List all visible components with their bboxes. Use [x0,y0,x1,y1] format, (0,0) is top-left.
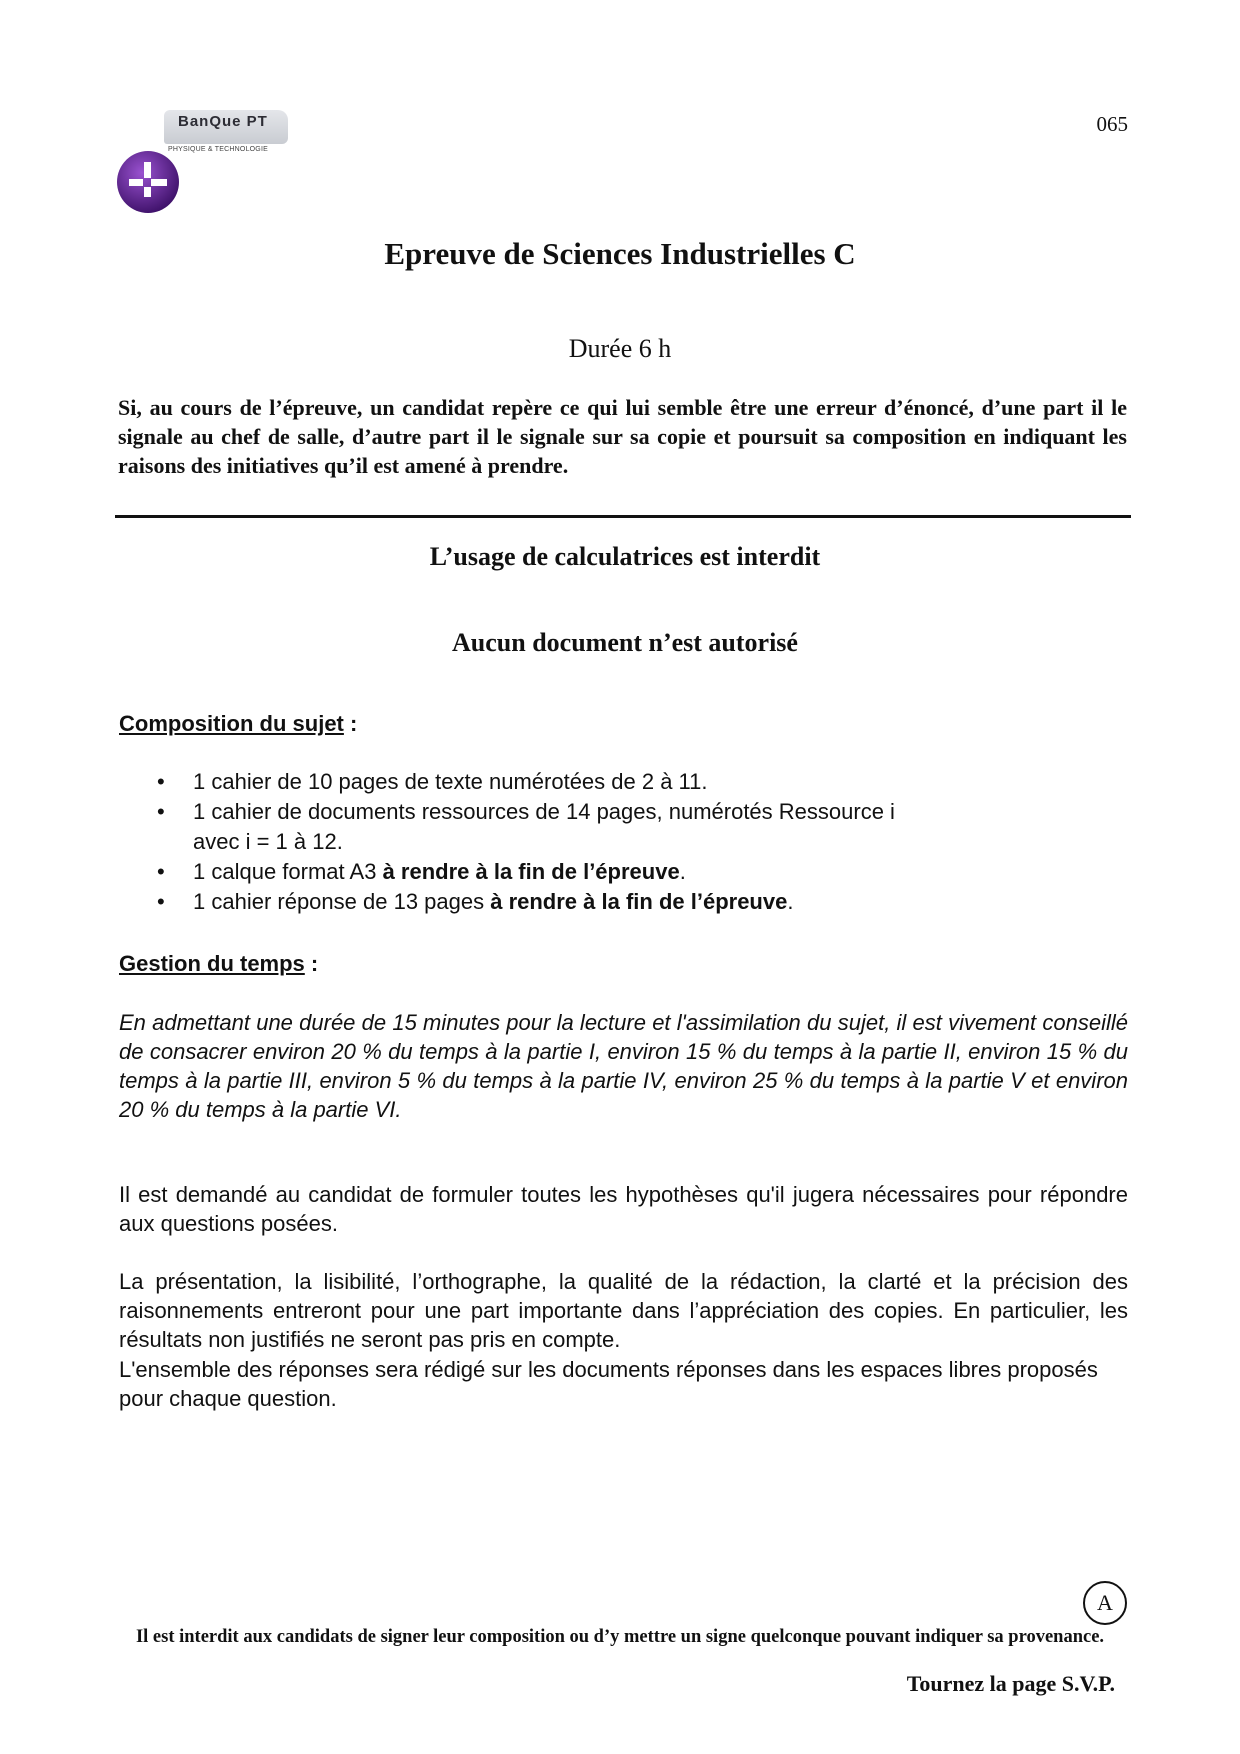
list-item: • 1 cahier réponse de 13 pages à rendre à la fin de l’épreuve. [119,887,1019,917]
list-item: • 1 calque format A3 à rendre à la fin de l’épreuve. [119,857,1019,887]
turn-page-note: Tournez la page S.V.P. [906,1671,1115,1696]
hypotheses-paragraph: Il est demandé au candidat de formuler toutes les hypothèses qu'il jugera nécessaires pour répondre aux questions posées. [119,1182,1128,1236]
circle-mark: A [1083,1581,1127,1625]
list-item: • 1 cahier de 10 pages de texte numérotées de 2 à 11. [119,767,1019,797]
composition-heading: Composition du sujet : [119,711,358,736]
banque-pt-logo [116,106,291,211]
page-title: Epreuve de Sciences Industrielles C [384,236,856,271]
page-number: 065 [1096,112,1128,136]
logo-tag [164,110,288,144]
calculator-rule: L’usage de calculatrices est interdit [429,542,821,571]
exam-duration: Durée 6 h [568,334,672,363]
time-management-heading: Gestion du temps : [119,951,319,976]
divider [115,515,1131,518]
logo-title: BanQue PT [178,113,268,130]
document-rule: Aucun document n’est autorisé [452,628,798,657]
answers-paragraph: L'ensemble des réponses sera rédigé sur les documents réponses dans les espaces libres proposés pour chaque question. [119,1357,1098,1411]
composition-list [119,767,1019,917]
error-warning-paragraph: Si, au cours de l’épreuve, un candidat repère ce qui lui semble être une erreur d’énoncé, d’une part il le signale au chef de salle, d’autre part il le signale sur sa copie et poursuit sa composition en indiquant les raisons des initiatives qu’il est amené à prendre. [118,395,1127,478]
presentation-paragraph: La présentation, la lisibilité, l’orthographe, la qualité de la rédaction, la clarté et la précision des raisonnements entreront pour une part importante dans l’appréciation des copies. En particulier, les résultats non justifiés ne seront pas pris en compte. [119,1269,1128,1352]
time-management-text: En admettant une durée de 15 minutes pour la lecture et l'assimilation du sujet, il est vivement conseillé de consacrer environ 20 % du temps à la partie I, environ 15 % du temps à la partie II, environ 15 % du temps à la partie III, environ 5 % du temps à la partie IV, environ 25 % du temps à la partie V et environ 20 % du temps à la partie VI. [119,1010,1128,1122]
logo-disc-icon [116,150,180,214]
list-item: • 1 cahier de documents ressources de 14 pages, numérotés Ressource i avec i = 1 à 12. [119,797,1019,857]
logo-subtitle: PHYSIQUE & TECHNOLOGIE [168,146,268,153]
footer-notice: Il est interdit aux candidats de signer leur composition ou d’y mettre un signe quelconque pouvant indiquer sa provenance. [135,1627,1105,1647]
